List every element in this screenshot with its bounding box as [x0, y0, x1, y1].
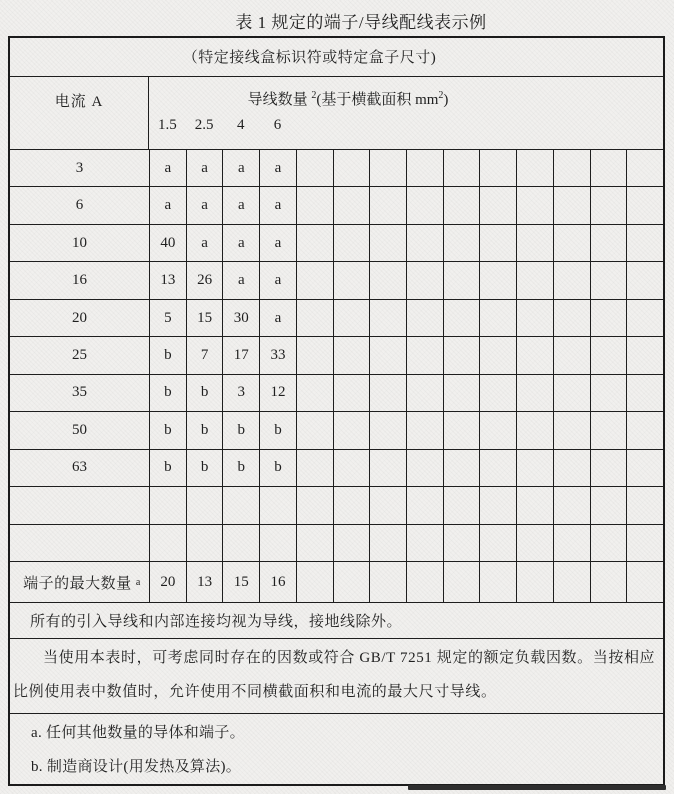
wire-count-cell: [296, 187, 333, 223]
max-terminals-cell: [516, 562, 553, 602]
wire-count-cell: [406, 150, 443, 186]
current-value-cell: 25: [72, 346, 87, 363]
wire-count-cell: 26: [186, 262, 223, 298]
wires-label-sup2: 2: [438, 89, 444, 101]
wire-count-cell: [222, 525, 259, 561]
wire-count-cell: [369, 262, 406, 298]
current-value-cell: [10, 525, 149, 561]
current-value-cell: 6: [75, 197, 84, 214]
sizes-row: [149, 117, 663, 134]
wire-count-cell: [479, 300, 516, 336]
wire-count-cell: [516, 412, 553, 448]
wire-count-cell: [626, 487, 663, 523]
wire-count-cell: a: [222, 225, 259, 261]
wire-count-cell: [186, 525, 223, 561]
wire-count-cell: [626, 375, 663, 411]
wire-count-cell: [443, 300, 480, 336]
wire-count-cell: [296, 487, 333, 523]
table-row: [10, 187, 663, 224]
note-row-1: [10, 603, 663, 639]
wire-count-cell: 5: [149, 300, 186, 336]
wire-count-cell: [590, 375, 627, 411]
size-label: [406, 117, 443, 134]
wire-count-cell: b: [186, 412, 223, 448]
wire-count-cell: [443, 375, 480, 411]
wire-count-cell: [333, 187, 370, 223]
max-terminals-cell: 16: [259, 562, 296, 602]
wire-count-cell: [369, 487, 406, 523]
wire-count-cell: [516, 487, 553, 523]
wire-count-cell: [553, 150, 590, 186]
wire-count-cell: [333, 337, 370, 373]
footnote-b: b. 制造商设计(用发热及算法)。: [31, 759, 242, 775]
wire-count-cell: [516, 225, 553, 261]
footnote-block: [10, 714, 663, 784]
wire-count-cell: [406, 525, 443, 561]
size-label: [479, 117, 516, 134]
wire-count-cell: [369, 300, 406, 336]
current-value-cell: 35: [72, 384, 87, 401]
wire-count-cell: a: [186, 150, 223, 186]
wire-count-cell: [590, 487, 627, 523]
wire-count-cell: [259, 487, 296, 523]
wire-count-cell: [406, 300, 443, 336]
table-row: [10, 487, 663, 524]
wire-count-cell: [553, 337, 590, 373]
current-value-cell: [10, 487, 149, 523]
wire-count-cell: [406, 375, 443, 411]
max-terminals-cell: 13: [186, 562, 223, 602]
wire-count-cell: [590, 187, 627, 223]
wire-count-cell: 12: [259, 375, 296, 411]
wire-count-cell: [516, 300, 553, 336]
wire-count-cell: [553, 412, 590, 448]
wire-count-cell: [406, 262, 443, 298]
wire-count-cell: [406, 337, 443, 373]
size-label: [369, 117, 406, 134]
wire-count-cell: 15: [186, 300, 223, 336]
wire-count-cell: [369, 525, 406, 561]
wire-count-cell: [626, 300, 663, 336]
wire-count-cell: [516, 450, 553, 486]
wire-count-header-title: [149, 88, 663, 109]
wire-count-cell: [443, 487, 480, 523]
size-label: 6: [273, 116, 282, 133]
wire-count-cell: [553, 487, 590, 523]
wire-count-cell: [516, 187, 553, 223]
wire-count-cell: [479, 412, 516, 448]
wire-count-cell: [479, 262, 516, 298]
table-row: [10, 300, 663, 337]
wire-count-cell: [626, 412, 663, 448]
size-label: [516, 117, 553, 134]
wire-count-cell: [590, 225, 627, 261]
wire-count-cell: [296, 262, 333, 298]
wire-count-cell: 40: [149, 225, 186, 261]
wire-count-cell: [626, 187, 663, 223]
wire-count-cell: [443, 225, 480, 261]
wire-count-cell: [443, 262, 480, 298]
note-row-2: 当使用本表时，可考虑同时存在的因数或符合 GB/T 7251 规定的额定负载因数。当按相应比例使用表中数值时，允许使用不同横截面积和电流的最大尺寸导线。: [10, 639, 663, 714]
wire-count-cell: [626, 262, 663, 298]
size-label: [626, 117, 663, 134]
max-terminals-label-text: 端子的最大数量: [23, 575, 132, 592]
wire-count-cell: a: [186, 225, 223, 261]
wire-count-cell: a: [259, 225, 296, 261]
wire-count-cell: [553, 300, 590, 336]
wire-count-cell: [626, 450, 663, 486]
max-terminals-cell: [369, 562, 406, 602]
wire-count-cell: [516, 525, 553, 561]
max-terminals-cell: 20: [149, 562, 186, 602]
wire-count-cell: [296, 225, 333, 261]
wire-count-cell: [222, 487, 259, 523]
footnote-a: a. 任何其他数量的导体和端子。: [31, 725, 245, 741]
wire-count-cell: [369, 375, 406, 411]
wire-count-cell: [369, 412, 406, 448]
size-label: [443, 117, 480, 134]
wire-count-cell: [369, 337, 406, 373]
wire-count-cell: b: [149, 412, 186, 448]
wire-count-cell: a: [222, 187, 259, 223]
table-row: [10, 337, 663, 374]
table-row: [10, 450, 663, 487]
wire-count-cell: [590, 262, 627, 298]
wire-count-cell: a: [259, 150, 296, 186]
wires-label-mid: (基于横截面积 mm: [316, 91, 439, 108]
wire-count-cell: [590, 412, 627, 448]
wire-count-cell: b: [186, 375, 223, 411]
wire-count-cell: b: [186, 450, 223, 486]
wire-count-cell: [626, 337, 663, 373]
wire-count-cell: [333, 487, 370, 523]
current-value-cell: 63: [72, 459, 87, 476]
wire-count-cell: [590, 150, 627, 186]
wire-count-cell: [479, 187, 516, 223]
wire-count-cell: [479, 337, 516, 373]
wire-count-cell: [369, 187, 406, 223]
wire-grid: [10, 150, 663, 562]
wire-count-cell: a: [222, 262, 259, 298]
max-terminals-cell: [626, 562, 663, 602]
table-row: [10, 525, 663, 562]
wire-count-cell: [149, 525, 186, 561]
wire-count-cell: [333, 300, 370, 336]
wire-count-cell: [443, 337, 480, 373]
wire-count-cell: [369, 450, 406, 486]
wire-count-cell: [516, 150, 553, 186]
size-label: [590, 117, 627, 134]
wire-count-cell: [406, 225, 443, 261]
note-1-text: 所有的引入导线和内部连接均视为导线，接地线除外。: [30, 614, 403, 631]
wire-count-cell: [553, 225, 590, 261]
wire-count-cell: [443, 450, 480, 486]
wires-label-sup: 2: [311, 89, 317, 101]
wire-count-cell: [479, 487, 516, 523]
wire-count-cell: a: [149, 187, 186, 223]
size-label: 4: [237, 116, 245, 133]
wire-count-cell: a: [186, 187, 223, 223]
wire-count-cell: [296, 412, 333, 448]
wire-count-cell: [443, 525, 480, 561]
wire-count-cell: 33: [259, 337, 296, 373]
wire-count-cell: [626, 525, 663, 561]
wire-count-cell: [553, 450, 590, 486]
size-label: [333, 117, 370, 134]
wire-count-cell: [333, 150, 370, 186]
wire-count-cell: a: [259, 187, 296, 223]
table-row: [10, 150, 663, 187]
wire-count-cell: [516, 375, 553, 411]
wire-count-cell: [553, 262, 590, 298]
wire-count-cell: [333, 225, 370, 261]
wire-count-cell: b: [222, 450, 259, 486]
wire-count-cell: a: [259, 300, 296, 336]
wire-count-cell: [590, 525, 627, 561]
table-row: [10, 375, 663, 412]
wire-count-cell: [406, 487, 443, 523]
wire-count-cell: [296, 375, 333, 411]
wire-count-cell: [296, 525, 333, 561]
max-terminals-cell: [443, 562, 480, 602]
size-label: 1.5: [157, 116, 177, 133]
wires-label-text: 导线数量: [247, 91, 312, 108]
max-terminals-cell: [590, 562, 627, 602]
wire-count-cell: [406, 187, 443, 223]
wire-count-cell: [590, 337, 627, 373]
wire-count-cell: [333, 262, 370, 298]
wire-count-cell: [296, 300, 333, 336]
wire-count-cell: 7: [186, 337, 223, 373]
wire-count-cell: [296, 337, 333, 373]
wire-count-cell: [369, 150, 406, 186]
wire-count-cell: [479, 525, 516, 561]
size-label: [553, 117, 590, 134]
table-row: [10, 225, 663, 262]
wire-count-cell: [553, 525, 590, 561]
wire-count-cell: [553, 375, 590, 411]
wire-count-cell: a: [259, 262, 296, 298]
wire-count-cell: [369, 225, 406, 261]
wire-count-cell: [516, 337, 553, 373]
max-terminals-cell: [296, 562, 333, 602]
wire-count-cell: a: [222, 150, 259, 186]
wire-count-cell: [553, 187, 590, 223]
wire-count-cell: [590, 300, 627, 336]
current-value-cell: 10: [72, 234, 87, 251]
wire-count-cell: [406, 450, 443, 486]
wiring-table: [8, 36, 665, 786]
current-value-cell: 3: [75, 159, 84, 176]
wire-count-cell: [406, 412, 443, 448]
wire-count-cell: b: [259, 450, 296, 486]
wire-count-cell: [296, 150, 333, 186]
wire-count-cell: [479, 225, 516, 261]
wire-count-cell: b: [149, 450, 186, 486]
max-terminals-cell: [406, 562, 443, 602]
current-value-cell: 16: [72, 272, 87, 289]
table-header-row: [10, 77, 663, 150]
current-column-header: 电流 A: [10, 77, 149, 149]
max-terminals-cell: [553, 562, 590, 602]
wire-count-cell: [186, 487, 223, 523]
wire-count-cell: 30: [222, 300, 259, 336]
table-caption-text: （特定接线盒标识符或特定盒子尺寸): [182, 50, 437, 67]
wire-count-cell: [333, 525, 370, 561]
size-label: [296, 117, 333, 134]
current-value-cell: 20: [72, 309, 87, 326]
wire-count-cell: [516, 262, 553, 298]
max-terminals-row: [10, 562, 663, 603]
max-terminals-label-sup: a: [135, 576, 141, 588]
wire-count-cell: [333, 412, 370, 448]
wire-count-cell: b: [222, 412, 259, 448]
wire-count-header: [149, 77, 663, 149]
wire-count-cell: [479, 150, 516, 186]
wire-count-cell: [626, 150, 663, 186]
wire-count-cell: 13: [149, 262, 186, 298]
wire-count-cell: [479, 375, 516, 411]
table-row: [10, 412, 663, 449]
scan-artifact: [408, 785, 666, 790]
max-terminals-cell: 15: [222, 562, 259, 602]
wire-count-cell: b: [149, 375, 186, 411]
wire-count-cell: [333, 375, 370, 411]
page-title: 表 1 规定的端子/导线配线表示例: [235, 13, 487, 32]
wire-count-cell: b: [259, 412, 296, 448]
table-caption-row: [10, 38, 663, 77]
wire-count-cell: a: [149, 150, 186, 186]
wire-count-cell: 17: [222, 337, 259, 373]
current-value-cell: 50: [72, 421, 87, 438]
wire-count-cell: [149, 487, 186, 523]
max-terminals-cell: [333, 562, 370, 602]
max-terminals-label: [10, 562, 149, 602]
wire-count-cell: 3: [222, 375, 259, 411]
wire-count-cell: [443, 412, 480, 448]
wire-count-cell: [259, 525, 296, 561]
wire-count-cell: [626, 225, 663, 261]
wire-count-cell: [296, 450, 333, 486]
max-terminals-cell: [479, 562, 516, 602]
wires-label-end: ): [443, 91, 449, 108]
size-label: 2.5: [194, 116, 214, 133]
wire-count-cell: b: [149, 337, 186, 373]
wire-count-cell: [443, 187, 480, 223]
wire-count-cell: [443, 150, 480, 186]
wire-count-cell: [590, 450, 627, 486]
wire-count-cell: [479, 450, 516, 486]
wire-count-cell: [333, 450, 370, 486]
table-row: [10, 262, 663, 299]
